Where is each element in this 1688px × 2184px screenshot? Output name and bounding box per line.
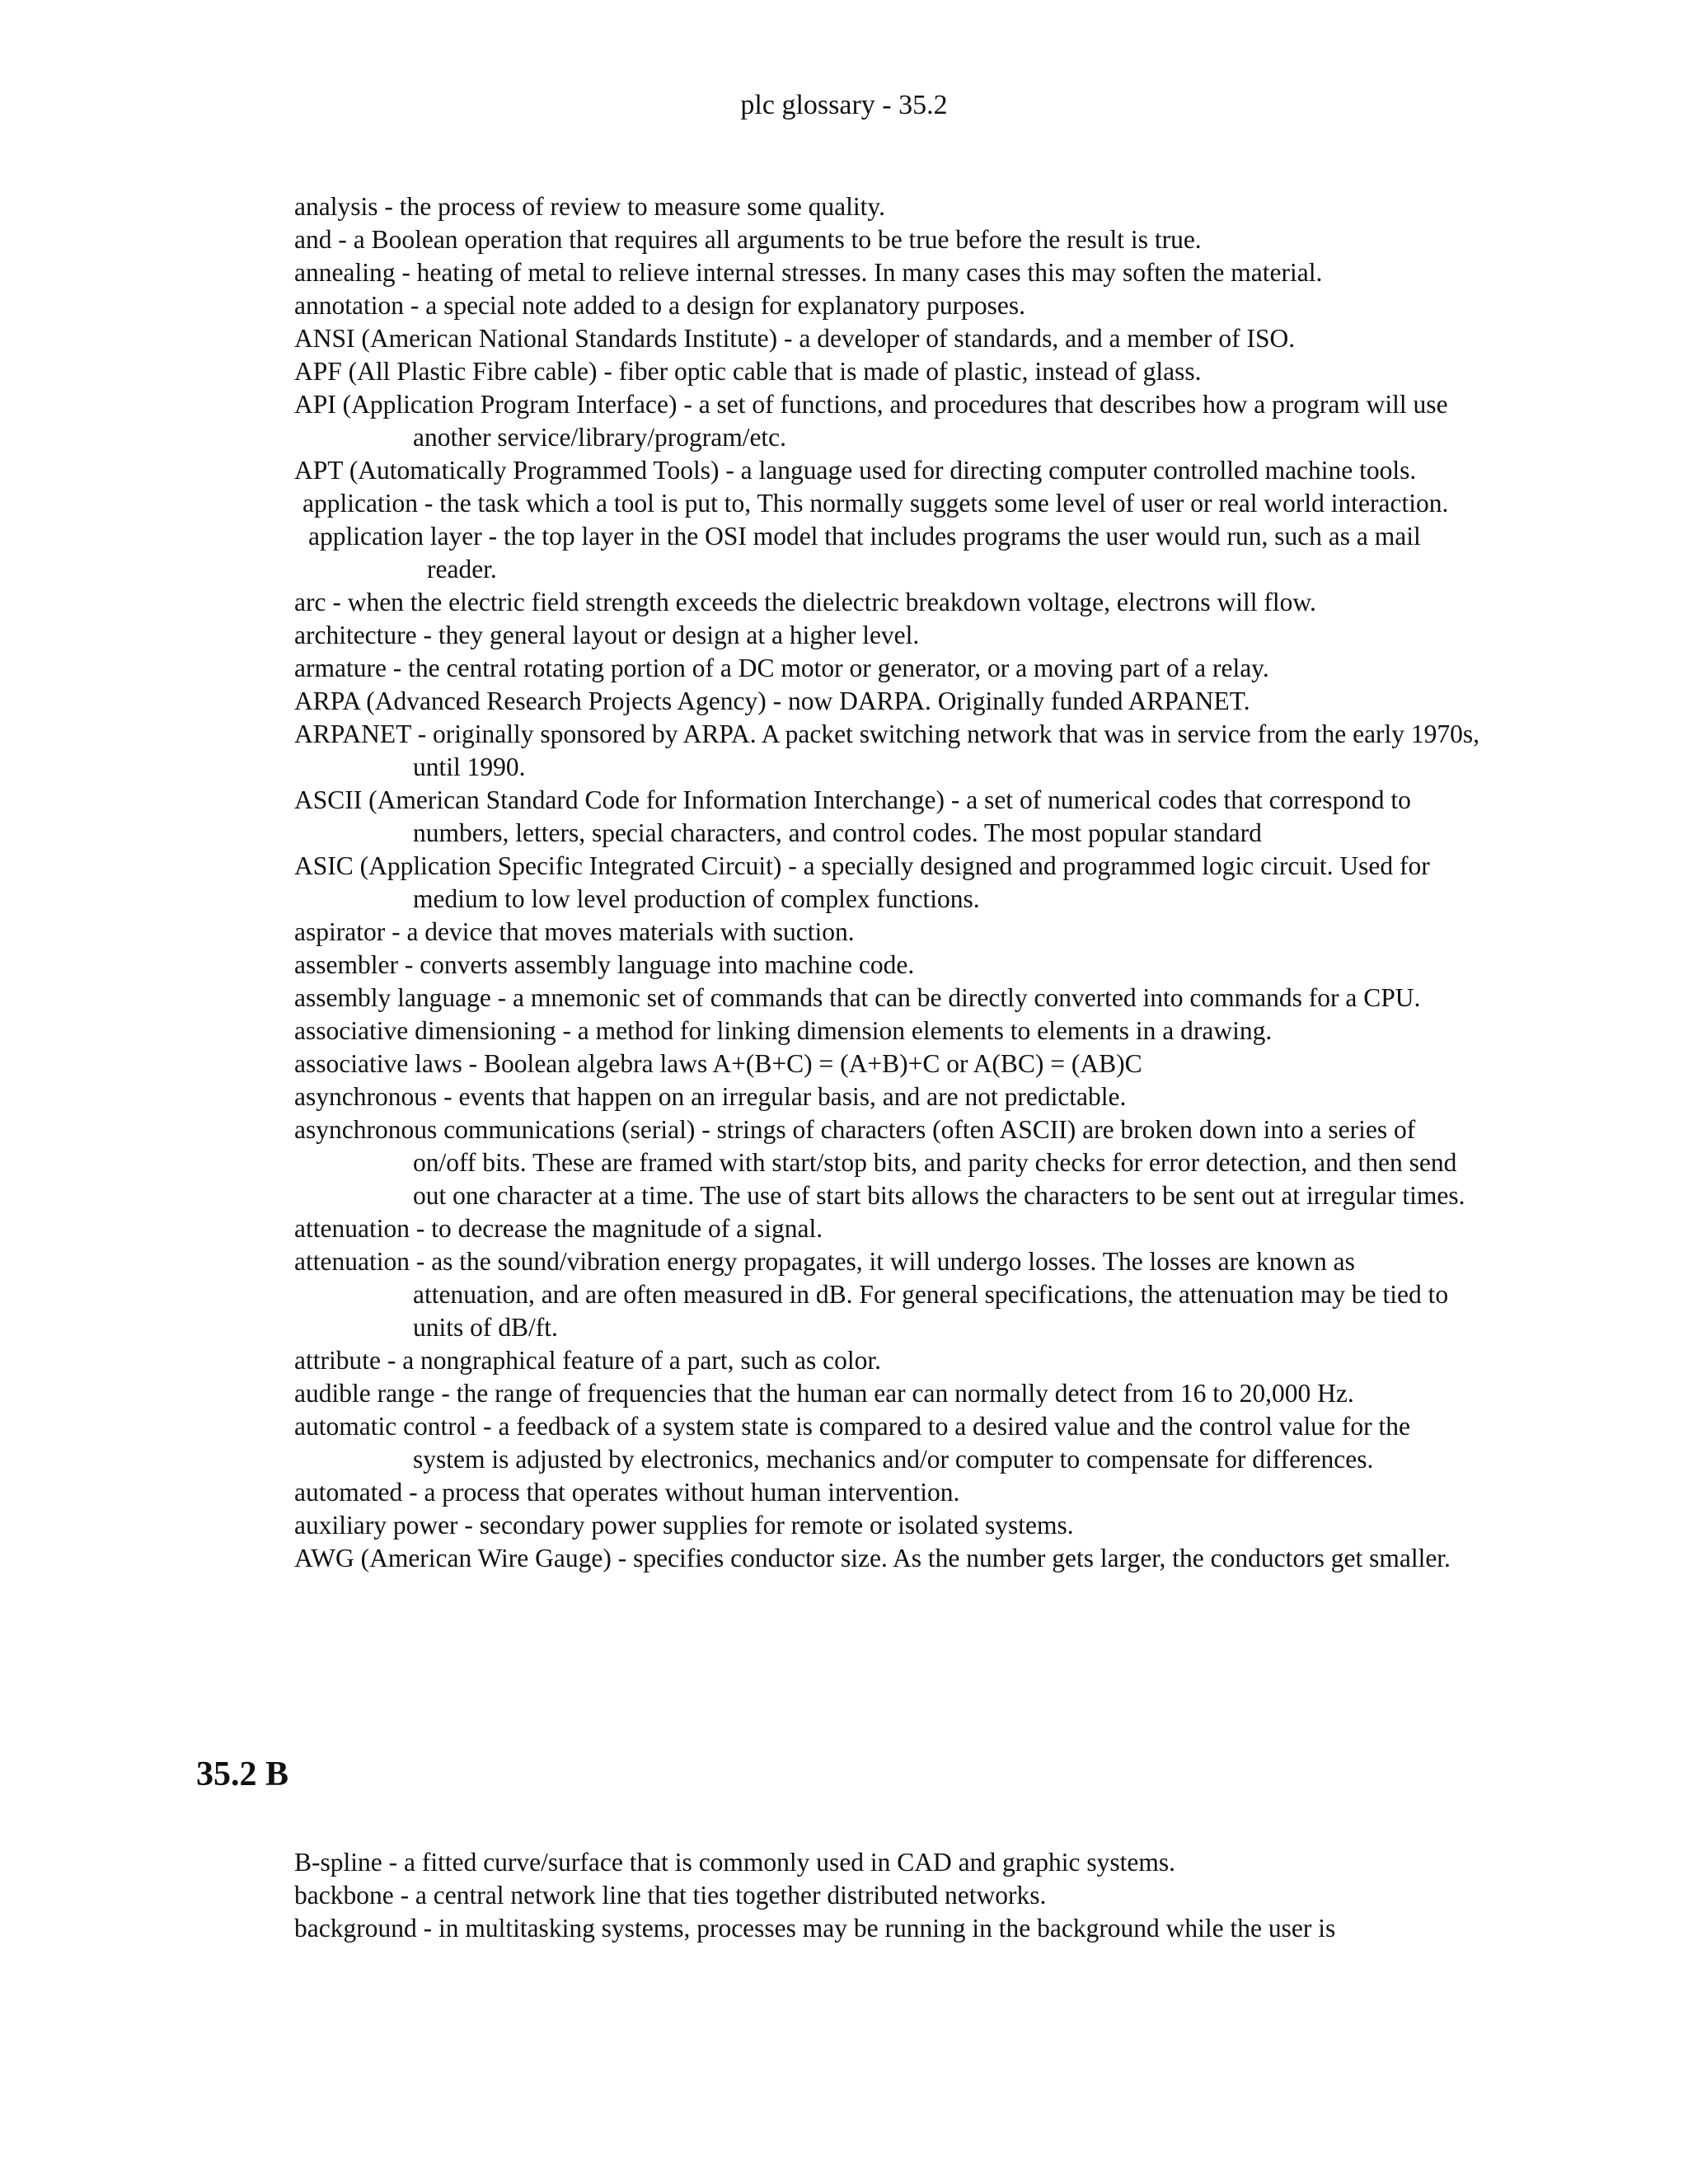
- glossary-entry: ASIC (Application Specific Integrated Circuit) - a specially designed and programmed logic circuit. Used for medium to low level production of complex functions.: [294, 851, 1430, 913]
- glossary-entry: assembly language - a mnemonic set of commands that can be directly converted into commands for a CPU.: [294, 983, 1421, 1012]
- glossary-entry: application - the task which a tool is put to, This normally suggets some level of user or real world interaction.: [302, 489, 1449, 518]
- glossary-entry: attenuation - as the sound/vibration energy propagates, it will undergo losses. The losses are known as attenuation, and are often measured in dB. For general specifications, the attenuation may be tied to units of dB/ft.: [294, 1247, 1449, 1342]
- glossary-entry: ANSI (American National Standards Institute) - a developer of standards, and a member of ISO.: [294, 324, 1296, 353]
- glossary-entry: asynchronous - events that happen on an irregular basis, and are not predictable.: [294, 1082, 1127, 1111]
- glossary-entry: attribute - a nongraphical feature of a part, such as color.: [294, 1346, 881, 1375]
- glossary-entry: associative dimensioning - a method for linking dimension elements to elements in a drawing.: [294, 1016, 1273, 1045]
- glossary-entry: B-spline - a fitted curve/surface that is commonly used in CAD and graphic systems.: [294, 1848, 1176, 1877]
- glossary-entry: analysis - the process of review to measure some quality.: [294, 192, 885, 221]
- glossary-entry: assembler - converts assembly language into machine code.: [294, 950, 915, 979]
- glossary-entry: backbone - a central network line that ties together distributed networks.: [294, 1881, 1047, 1910]
- glossary-entry: asynchronous communications (serial) - strings of characters (often ASCII) are broken down into a series of on/off bits. These are framed with start/stop bits, and parity checks for error detection, and then send out one character at a time. The use of start bits allows the characters to be sent out at irregular times.: [294, 1115, 1465, 1210]
- glossary-list-a: [294, 190, 1481, 1575]
- glossary-entry: auxiliary power - secondary power supplies for remote or isolated systems.: [294, 1511, 1074, 1540]
- glossary-entry: AWG (American Wire Gauge) - specifies conductor size. As the number gets larger, the conductors get smaller.: [294, 1544, 1451, 1572]
- glossary-entry: annotation - a special note added to a design for explanatory purposes.: [294, 291, 1025, 320]
- glossary-entry: audible range - the range of frequencies that the human ear can normally detect from 16 to 20,000 Hz.: [294, 1379, 1354, 1408]
- glossary-entry: ARPA (Advanced Research Projects Agency) - now DARPA. Originally funded ARPANET.: [294, 687, 1250, 715]
- glossary-entry: armature - the central rotating portion of a DC motor or generator, or a moving part of a relay.: [294, 654, 1269, 682]
- glossary-entry: ASCII (American Standard Code for Information Interchange) - a set of numerical codes that correspond to numbers, letters, special characters, and control codes. The most popular standard: [294, 785, 1411, 847]
- glossary-entry: ARPANET - originally sponsored by ARPA. A packet switching network that was in service from the early 1970s, until 1990.: [294, 719, 1480, 781]
- glossary-entry: APF (All Plastic Fibre cable) - fiber optic cable that is made of plastic, instead of glass.: [294, 357, 1202, 386]
- glossary-entry: and - a Boolean operation that requires all arguments to be true before the result is true.: [294, 225, 1202, 254]
- glossary-list-b: [294, 1846, 1481, 1945]
- glossary-entry: APT (Automatically Programmed Tools) - a language used for directing computer controlled machine tools.: [294, 456, 1417, 485]
- glossary-entry: architecture - they general layout or design at a higher level.: [294, 621, 920, 649]
- glossary-entry: automatic control - a feedback of a system state is compared to a desired value and the control value for the system is adjusted by electronics, mechanics and/or computer to compensate for differences.: [294, 1412, 1410, 1474]
- page-header: plc glossary - 35.2: [740, 90, 948, 120]
- glossary-entry: associative laws - Boolean algebra laws A+(B+C) = (A+B)+C or A(BC) = (AB)C: [294, 1049, 1142, 1078]
- glossary-entry: automated - a process that operates without human intervention.: [294, 1478, 960, 1507]
- glossary-entry: attenuation - to decrease the magnitude of a signal.: [294, 1214, 823, 1243]
- glossary-entry: background - in multitasking systems, processes may be running in the background while the user is: [294, 1914, 1336, 1943]
- glossary-entry: application layer - the top layer in the OSI model that includes programs the user would run, such as a mail reader.: [308, 522, 1421, 583]
- glossary-entry: arc - when the electric field strength exceeds the dielectric breakdown voltage, electrons will flow.: [294, 588, 1316, 616]
- glossary-entry: API (Application Program Interface) - a set of functions, and procedures that describes how a program will use another service/library/program/etc.: [294, 390, 1448, 452]
- glossary-entry: annealing - heating of metal to relieve internal stresses. In many cases this may soften the material.: [294, 258, 1323, 287]
- section-heading: 35.2 B: [196, 1755, 289, 1793]
- glossary-entry: aspirator - a device that moves materials with suction.: [294, 917, 855, 946]
